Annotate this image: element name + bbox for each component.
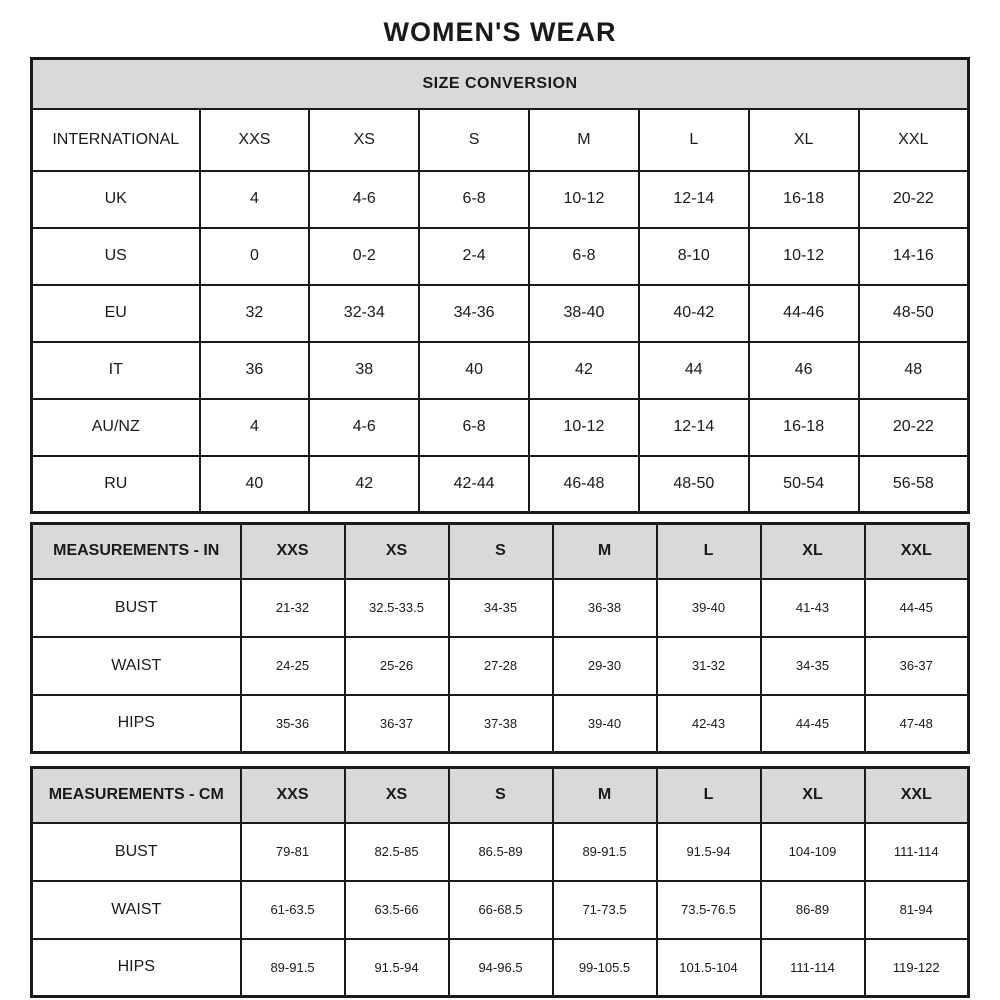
row-label: IT bbox=[32, 342, 200, 399]
table-cell: 37-38 bbox=[449, 695, 553, 753]
table-cell: 4 bbox=[200, 399, 310, 456]
table-cell: 56-58 bbox=[859, 456, 969, 513]
table-cell: 20-22 bbox=[859, 171, 969, 228]
table-cell: 119-122 bbox=[865, 939, 969, 997]
table-cell: 40 bbox=[419, 342, 529, 399]
table-cell: 32.5-33.5 bbox=[345, 579, 449, 637]
table-cell: 42 bbox=[309, 456, 419, 513]
table-cell: 10-12 bbox=[529, 171, 639, 228]
table-cell: 48-50 bbox=[639, 456, 749, 513]
table-cell: 21-32 bbox=[241, 579, 345, 637]
column-header: XL bbox=[761, 768, 865, 823]
table-cell: 44-45 bbox=[761, 695, 865, 753]
table-cell: 12-14 bbox=[639, 399, 749, 456]
table-cell: 25-26 bbox=[345, 637, 449, 695]
table-row bbox=[32, 109, 969, 171]
table-cell: 48-50 bbox=[859, 285, 969, 342]
table-row bbox=[32, 285, 969, 342]
table-cell: 36-37 bbox=[345, 695, 449, 753]
table-cell: 24-25 bbox=[241, 637, 345, 695]
row-label: BUST bbox=[32, 823, 241, 881]
size-conversion-banner: SIZE CONVERSION bbox=[32, 59, 969, 109]
table-cell: 42-44 bbox=[419, 456, 529, 513]
table-cell: 81-94 bbox=[865, 881, 969, 939]
table-cell: 36-37 bbox=[865, 637, 969, 695]
table-row bbox=[32, 823, 969, 881]
table-cell: 4-6 bbox=[309, 399, 419, 456]
table-cell: 46-48 bbox=[529, 456, 639, 513]
row-label: WAIST bbox=[32, 637, 241, 695]
table-row bbox=[32, 171, 969, 228]
table-cell: 35-36 bbox=[241, 695, 345, 753]
table-cell: 99-105.5 bbox=[553, 939, 657, 997]
table-cell: 86.5-89 bbox=[449, 823, 553, 881]
table-cell: 38 bbox=[309, 342, 419, 399]
table-cell: 41-43 bbox=[761, 579, 865, 637]
table-cell: 63.5-66 bbox=[345, 881, 449, 939]
table-cell: 44-46 bbox=[749, 285, 859, 342]
table-cell: 86-89 bbox=[761, 881, 865, 939]
measurements-cm-header: MEASUREMENTS - CM bbox=[32, 768, 241, 823]
table-cell: 94-96.5 bbox=[449, 939, 553, 997]
column-header: XXL bbox=[865, 768, 969, 823]
table-cell: 8-10 bbox=[639, 228, 749, 285]
table-cell: 46 bbox=[749, 342, 859, 399]
column-header: XXS bbox=[241, 768, 345, 823]
table-cell: 42-43 bbox=[657, 695, 761, 753]
table-row bbox=[32, 399, 969, 456]
table-cell: 101.5-104 bbox=[657, 939, 761, 997]
table-cell: 66-68.5 bbox=[449, 881, 553, 939]
table-cell: 32-34 bbox=[309, 285, 419, 342]
table-cell: 73.5-76.5 bbox=[657, 881, 761, 939]
table-cell: 111-114 bbox=[865, 823, 969, 881]
table-cell: 20-22 bbox=[859, 399, 969, 456]
table-cell: 89-91.5 bbox=[241, 939, 345, 997]
column-header: S bbox=[449, 524, 553, 579]
table-row bbox=[32, 768, 969, 823]
table-cell: 6-8 bbox=[419, 399, 529, 456]
table-cell: 6-8 bbox=[419, 171, 529, 228]
table-cell: 40-42 bbox=[639, 285, 749, 342]
page-title: WOMEN'S WEAR bbox=[383, 17, 617, 47]
column-header: XL bbox=[761, 524, 865, 579]
table-row bbox=[32, 228, 969, 285]
column-header: INTERNATIONAL bbox=[32, 109, 200, 171]
table-cell: 16-18 bbox=[749, 399, 859, 456]
table-cell: 89-91.5 bbox=[553, 823, 657, 881]
table-cell: 50-54 bbox=[749, 456, 859, 513]
table-row bbox=[32, 456, 969, 513]
column-header: XL bbox=[749, 109, 859, 171]
column-header: XS bbox=[345, 768, 449, 823]
table-cell: 36 bbox=[200, 342, 310, 399]
row-label: HIPS bbox=[32, 939, 241, 997]
table-cell: 4-6 bbox=[309, 171, 419, 228]
column-header: S bbox=[449, 768, 553, 823]
table-cell: 34-36 bbox=[419, 285, 529, 342]
table-row bbox=[32, 524, 969, 579]
table-cell: 10-12 bbox=[529, 399, 639, 456]
measurements-in-header: MEASUREMENTS - IN bbox=[32, 524, 241, 579]
table-cell: 42 bbox=[529, 342, 639, 399]
table-cell: 34-35 bbox=[449, 579, 553, 637]
measurements-in-table bbox=[30, 522, 970, 754]
table-cell: 16-18 bbox=[749, 171, 859, 228]
table-cell: 10-12 bbox=[749, 228, 859, 285]
column-header: XS bbox=[345, 524, 449, 579]
table-cell: 82.5-85 bbox=[345, 823, 449, 881]
table-cell: 14-16 bbox=[859, 228, 969, 285]
table-cell: 0-2 bbox=[309, 228, 419, 285]
column-header: M bbox=[529, 109, 639, 171]
table-cell: 12-14 bbox=[639, 171, 749, 228]
table-cell: 31-32 bbox=[657, 637, 761, 695]
column-header: XXL bbox=[865, 524, 969, 579]
table-cell: 104-109 bbox=[761, 823, 865, 881]
column-header: XS bbox=[309, 109, 419, 171]
column-header: XXS bbox=[200, 109, 310, 171]
row-label: UK bbox=[32, 171, 200, 228]
table-cell: 44 bbox=[639, 342, 749, 399]
row-label: EU bbox=[32, 285, 200, 342]
column-header: M bbox=[553, 768, 657, 823]
column-header: XXL bbox=[859, 109, 969, 171]
row-label: HIPS bbox=[32, 695, 241, 753]
table-cell: 32 bbox=[200, 285, 310, 342]
table-cell: 111-114 bbox=[761, 939, 865, 997]
table-cell: 91.5-94 bbox=[345, 939, 449, 997]
table-cell: 79-81 bbox=[241, 823, 345, 881]
row-label: AU/NZ bbox=[32, 399, 200, 456]
table-cell: 34-35 bbox=[761, 637, 865, 695]
table-row bbox=[32, 939, 969, 997]
table-cell: 0 bbox=[200, 228, 310, 285]
table-row bbox=[32, 695, 969, 753]
row-label: RU bbox=[32, 456, 200, 513]
measurements-cm-table bbox=[30, 766, 970, 998]
row-label: WAIST bbox=[32, 881, 241, 939]
table-cell: 2-4 bbox=[419, 228, 529, 285]
table-cell: 4 bbox=[200, 171, 310, 228]
size-conversion-table bbox=[30, 57, 970, 514]
column-header: S bbox=[419, 109, 529, 171]
table-cell: 39-40 bbox=[553, 695, 657, 753]
table-cell: 39-40 bbox=[657, 579, 761, 637]
table-cell: 6-8 bbox=[529, 228, 639, 285]
column-header: L bbox=[657, 524, 761, 579]
table-cell: 91.5-94 bbox=[657, 823, 761, 881]
table-row bbox=[32, 881, 969, 939]
row-label: BUST bbox=[32, 579, 241, 637]
table-row bbox=[32, 637, 969, 695]
column-header: XXS bbox=[241, 524, 345, 579]
table-cell: 44-45 bbox=[865, 579, 969, 637]
table-row bbox=[32, 342, 969, 399]
table-cell: 40 bbox=[200, 456, 310, 513]
table-cell: 47-48 bbox=[865, 695, 969, 753]
table-cell: 48 bbox=[859, 342, 969, 399]
row-label: US bbox=[32, 228, 200, 285]
table-cell: 38-40 bbox=[529, 285, 639, 342]
column-header: L bbox=[639, 109, 749, 171]
column-header: L bbox=[657, 768, 761, 823]
table-cell: 36-38 bbox=[553, 579, 657, 637]
table-cell: 71-73.5 bbox=[553, 881, 657, 939]
table-cell: 29-30 bbox=[553, 637, 657, 695]
table-row bbox=[32, 59, 969, 109]
table-cell: 27-28 bbox=[449, 637, 553, 695]
table-cell: 61-63.5 bbox=[241, 881, 345, 939]
column-header: M bbox=[553, 524, 657, 579]
table-row bbox=[32, 579, 969, 637]
